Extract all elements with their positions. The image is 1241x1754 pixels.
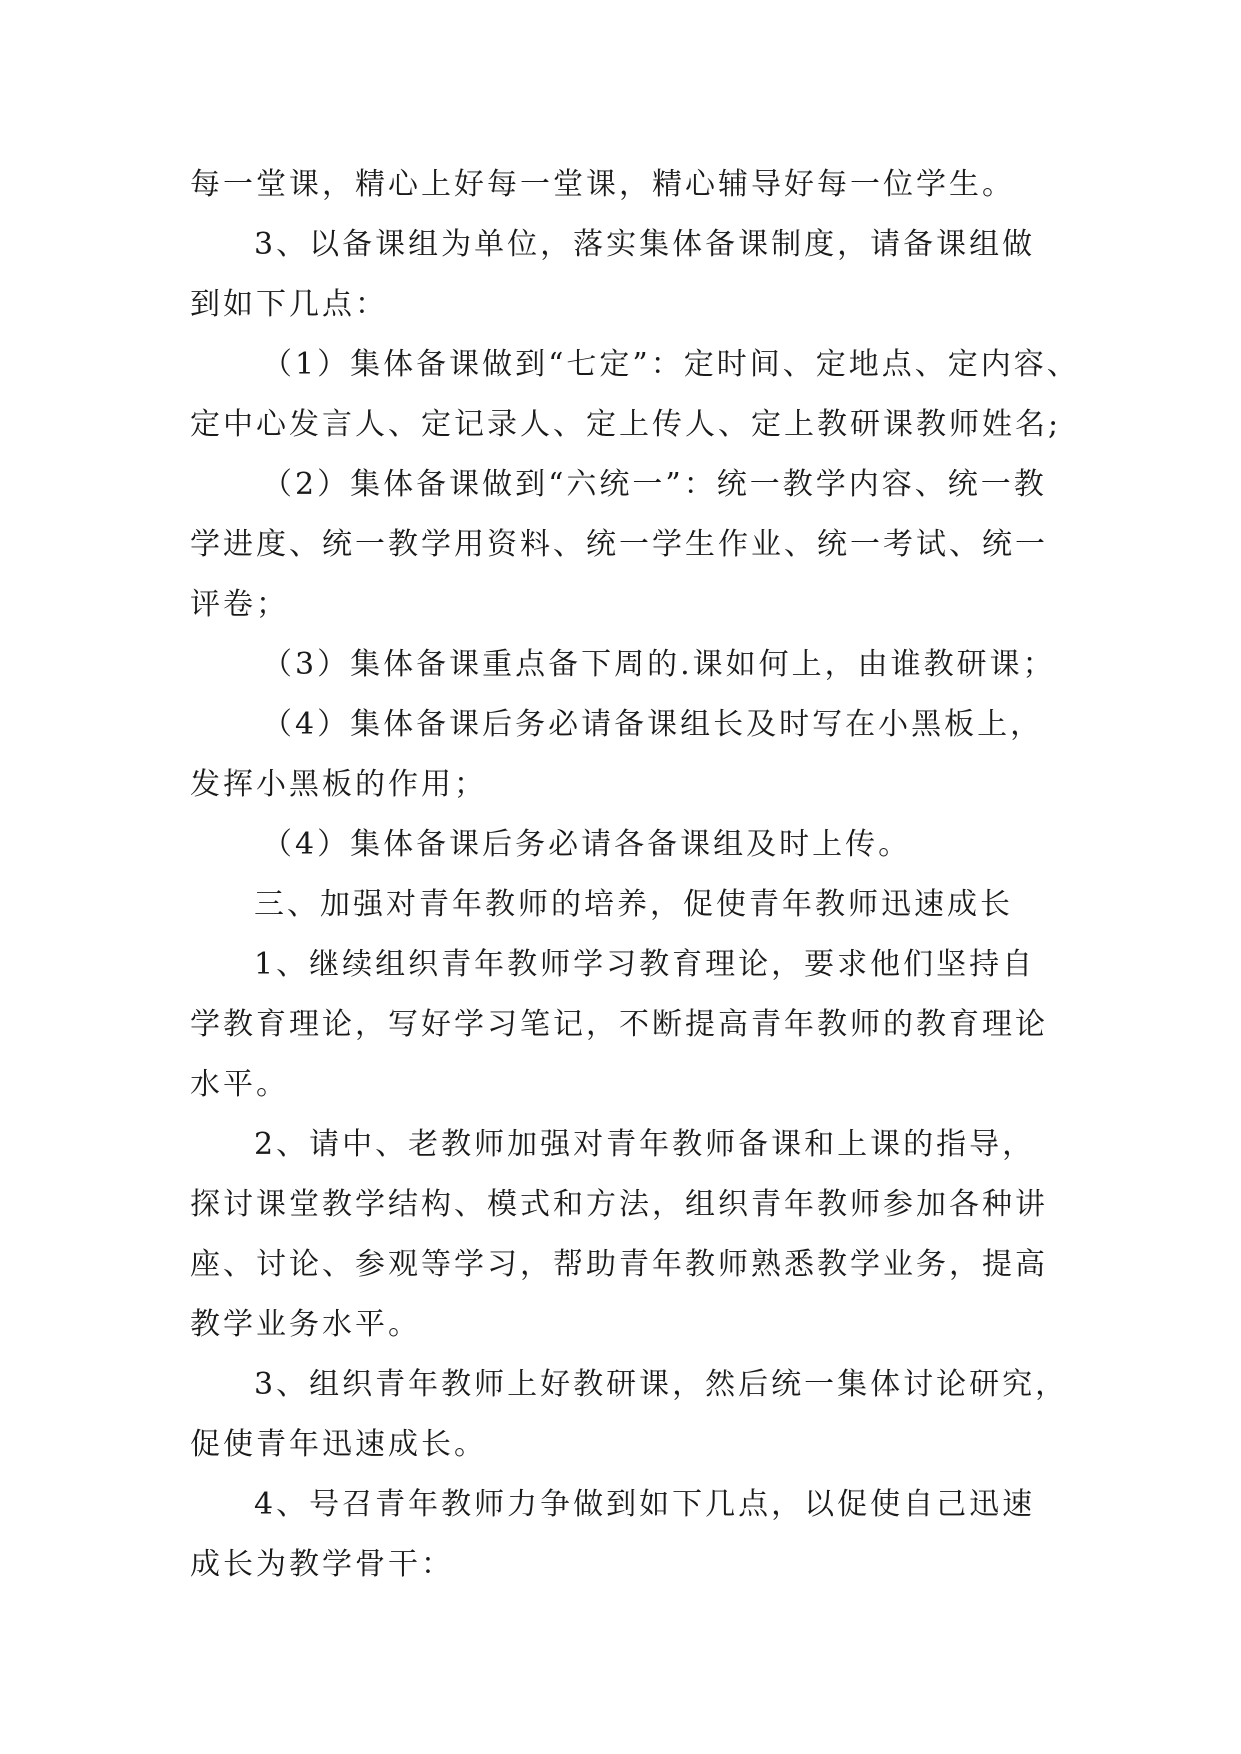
text-line: 座、讨论、参观等学习，帮助青年教师熟悉教学业务，提高 xyxy=(190,1247,1048,1282)
text-line: （3）集体备课重点备下周的.课如何上，由谁教研课； xyxy=(262,647,1056,682)
text-line: 2、请中、老教师加强对青年教师备课和上课的指导， xyxy=(254,1127,1036,1162)
text-line: 1、继续组织青年教师学习教育理论，要求他们坚持自 xyxy=(254,947,1036,982)
text-line: （4）集体备课后务必请各备课组及时上传。 xyxy=(262,827,912,862)
text-line: 评卷； xyxy=(190,587,289,622)
document-body xyxy=(190,155,1080,1595)
text-line: 成长为教学骨干： xyxy=(190,1547,454,1582)
text-line: 4、号召青年教师力争做到如下几点，以促使自己迅速 xyxy=(254,1487,1036,1522)
section-heading: 三、加强对青年教师的培养，促使青年教师迅速成长 xyxy=(254,887,1013,922)
text-line: 学进度、统一教学用资料、统一学生作业、统一考试、统一 xyxy=(190,527,1048,562)
text-line: 到如下几点： xyxy=(190,287,388,322)
text-line: 水平。 xyxy=(190,1067,289,1102)
text-line: 3、组织青年教师上好教研课，然后统一集体讨论研究， xyxy=(254,1367,1069,1402)
text-line: （2）集体备课做到“六统一”：统一教学内容、统一教 xyxy=(262,467,1047,502)
text-line: 3、以备课组为单位，落实集体备课制度，请备课组做 xyxy=(254,227,1036,262)
text-line: 探讨课堂教学结构、模式和方法，组织青年教师参加各种讲 xyxy=(190,1187,1048,1222)
text-line: 教学业务水平。 xyxy=(190,1307,421,1342)
text-line: （1）集体备课做到“七定”：定时间、定地点、定内容、 xyxy=(262,347,1080,382)
text-line: （4）集体备课后务必请备课组长及时写在小黑板上， xyxy=(262,707,1044,742)
text-line: 定中心发言人、定记录人、定上传人、定上教研课教师姓名; xyxy=(190,407,1062,442)
text-line: 每一堂课，精心上好每一堂课，精心辅导好每一位学生。 xyxy=(190,167,1015,202)
text-line: 促使青年迅速成长。 xyxy=(190,1427,487,1462)
text-line: 发挥小黑板的作用； xyxy=(190,767,487,802)
text-line: 学教育理论，写好学习笔记，不断提高青年教师的教育理论 xyxy=(190,1007,1048,1042)
